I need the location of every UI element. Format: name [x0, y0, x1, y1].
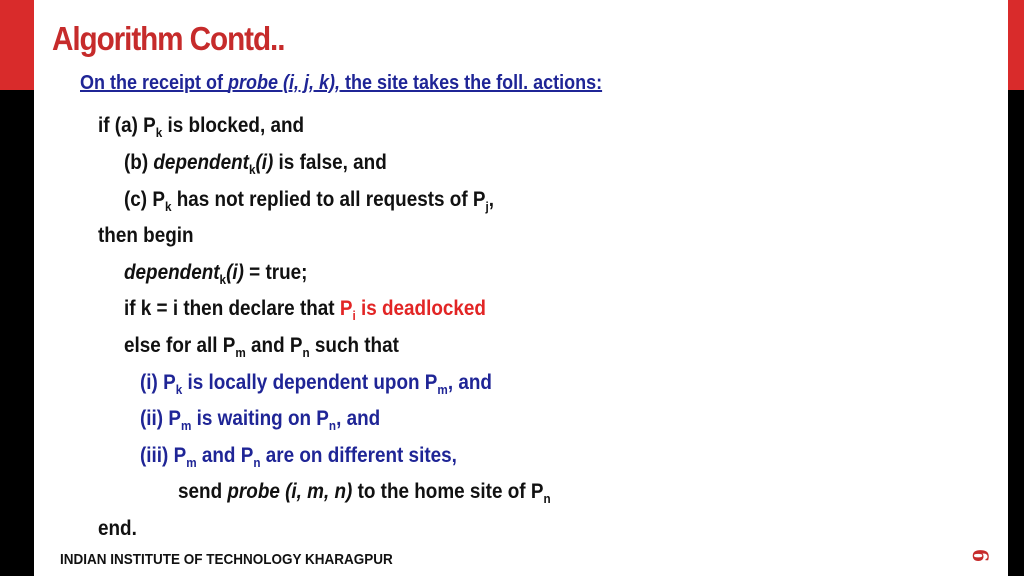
line-italic: probe (i, m, n) — [227, 480, 353, 503]
line-text: then begin — [98, 224, 194, 247]
subscript: i — [352, 308, 356, 323]
line-text: is locally dependent upon P — [182, 371, 438, 394]
subscript: j — [485, 199, 489, 214]
subscript: k — [248, 162, 256, 177]
slide-title: Algorithm Contd.. — [52, 20, 285, 57]
line-text: end. — [98, 517, 137, 540]
left-accent-bar-black — [0, 90, 34, 576]
line-text: send — [178, 480, 228, 503]
subscript: n — [328, 418, 337, 433]
line-text: and P — [245, 334, 303, 357]
subtitle-italic: probe (i, j, k), — [228, 72, 341, 94]
page-number: 6 — [968, 548, 994, 563]
line-italic: dependent — [124, 261, 220, 284]
subscript: k — [155, 125, 163, 140]
algorithm-line-send-probe — [178, 480, 551, 504]
line-text: has not replied to all requests of P — [171, 188, 486, 211]
algorithm-line-condition-ii — [140, 407, 380, 431]
algorithm-line-condition-iii — [140, 444, 457, 468]
subscript: k — [164, 199, 172, 214]
line-text: , and — [447, 371, 492, 394]
algorithm-line-condition-i — [140, 371, 492, 395]
line-text: (c) P — [124, 188, 165, 211]
algorithm-line-b — [124, 151, 387, 175]
line-text: to the home site of P — [352, 480, 544, 503]
algorithm-line-if-a — [98, 114, 304, 138]
algorithm-line-then-begin — [98, 224, 194, 248]
footer-institute: INDIAN INSTITUTE OF TECHNOLOGY KHARAGPUR — [60, 551, 393, 568]
line-text: (b) — [124, 151, 154, 174]
line-text: = true; — [243, 261, 308, 284]
subtitle-suffix: the site takes the foll. actions: — [340, 72, 603, 94]
subscript: m — [180, 418, 192, 433]
subscript: m — [186, 455, 197, 470]
line-text: is blocked, and — [162, 114, 305, 137]
line-text: and P — [196, 444, 254, 467]
algorithm-line-dependent-true — [124, 261, 307, 285]
line-text: (ii) P — [140, 407, 181, 430]
subscript: k — [175, 382, 183, 397]
line-text: (iii) P — [140, 444, 187, 467]
line-text: else for all P — [124, 334, 236, 357]
subscript: k — [219, 272, 227, 287]
line-italic: (i) — [226, 261, 244, 284]
subtitle-prefix: On the receipt of — [80, 72, 229, 94]
subscript: n — [253, 455, 261, 470]
slide-subtitle — [80, 72, 602, 95]
algorithm-line-declare-deadlock — [124, 297, 486, 321]
subscript: n — [543, 491, 551, 506]
line-italic: (i) — [255, 151, 274, 174]
line-text: is waiting on P — [191, 407, 329, 430]
line-text: is false, and — [273, 151, 387, 174]
line-text: such that — [309, 334, 399, 357]
line-text: , — [488, 188, 495, 211]
algorithm-line-c — [124, 188, 494, 212]
line-text: if (a) P — [98, 114, 156, 137]
right-accent-bar-black — [1008, 90, 1024, 576]
subscript: m — [235, 345, 246, 360]
line-text: , and — [336, 407, 381, 430]
algorithm-line-end — [98, 517, 137, 541]
line-red-text: is deadlocked — [355, 297, 486, 320]
line-red-text: P — [339, 297, 353, 320]
subscript: m — [437, 382, 448, 397]
line-text: if k = i then declare that — [124, 297, 340, 320]
line-italic: dependent — [153, 151, 249, 174]
line-text: are on different sites, — [260, 444, 457, 467]
right-accent-bar-red — [1008, 0, 1024, 90]
line-text: (i) P — [140, 371, 176, 394]
left-accent-bar-red — [0, 0, 34, 90]
subscript: n — [302, 345, 310, 360]
algorithm-line-else-for-all — [124, 334, 399, 358]
